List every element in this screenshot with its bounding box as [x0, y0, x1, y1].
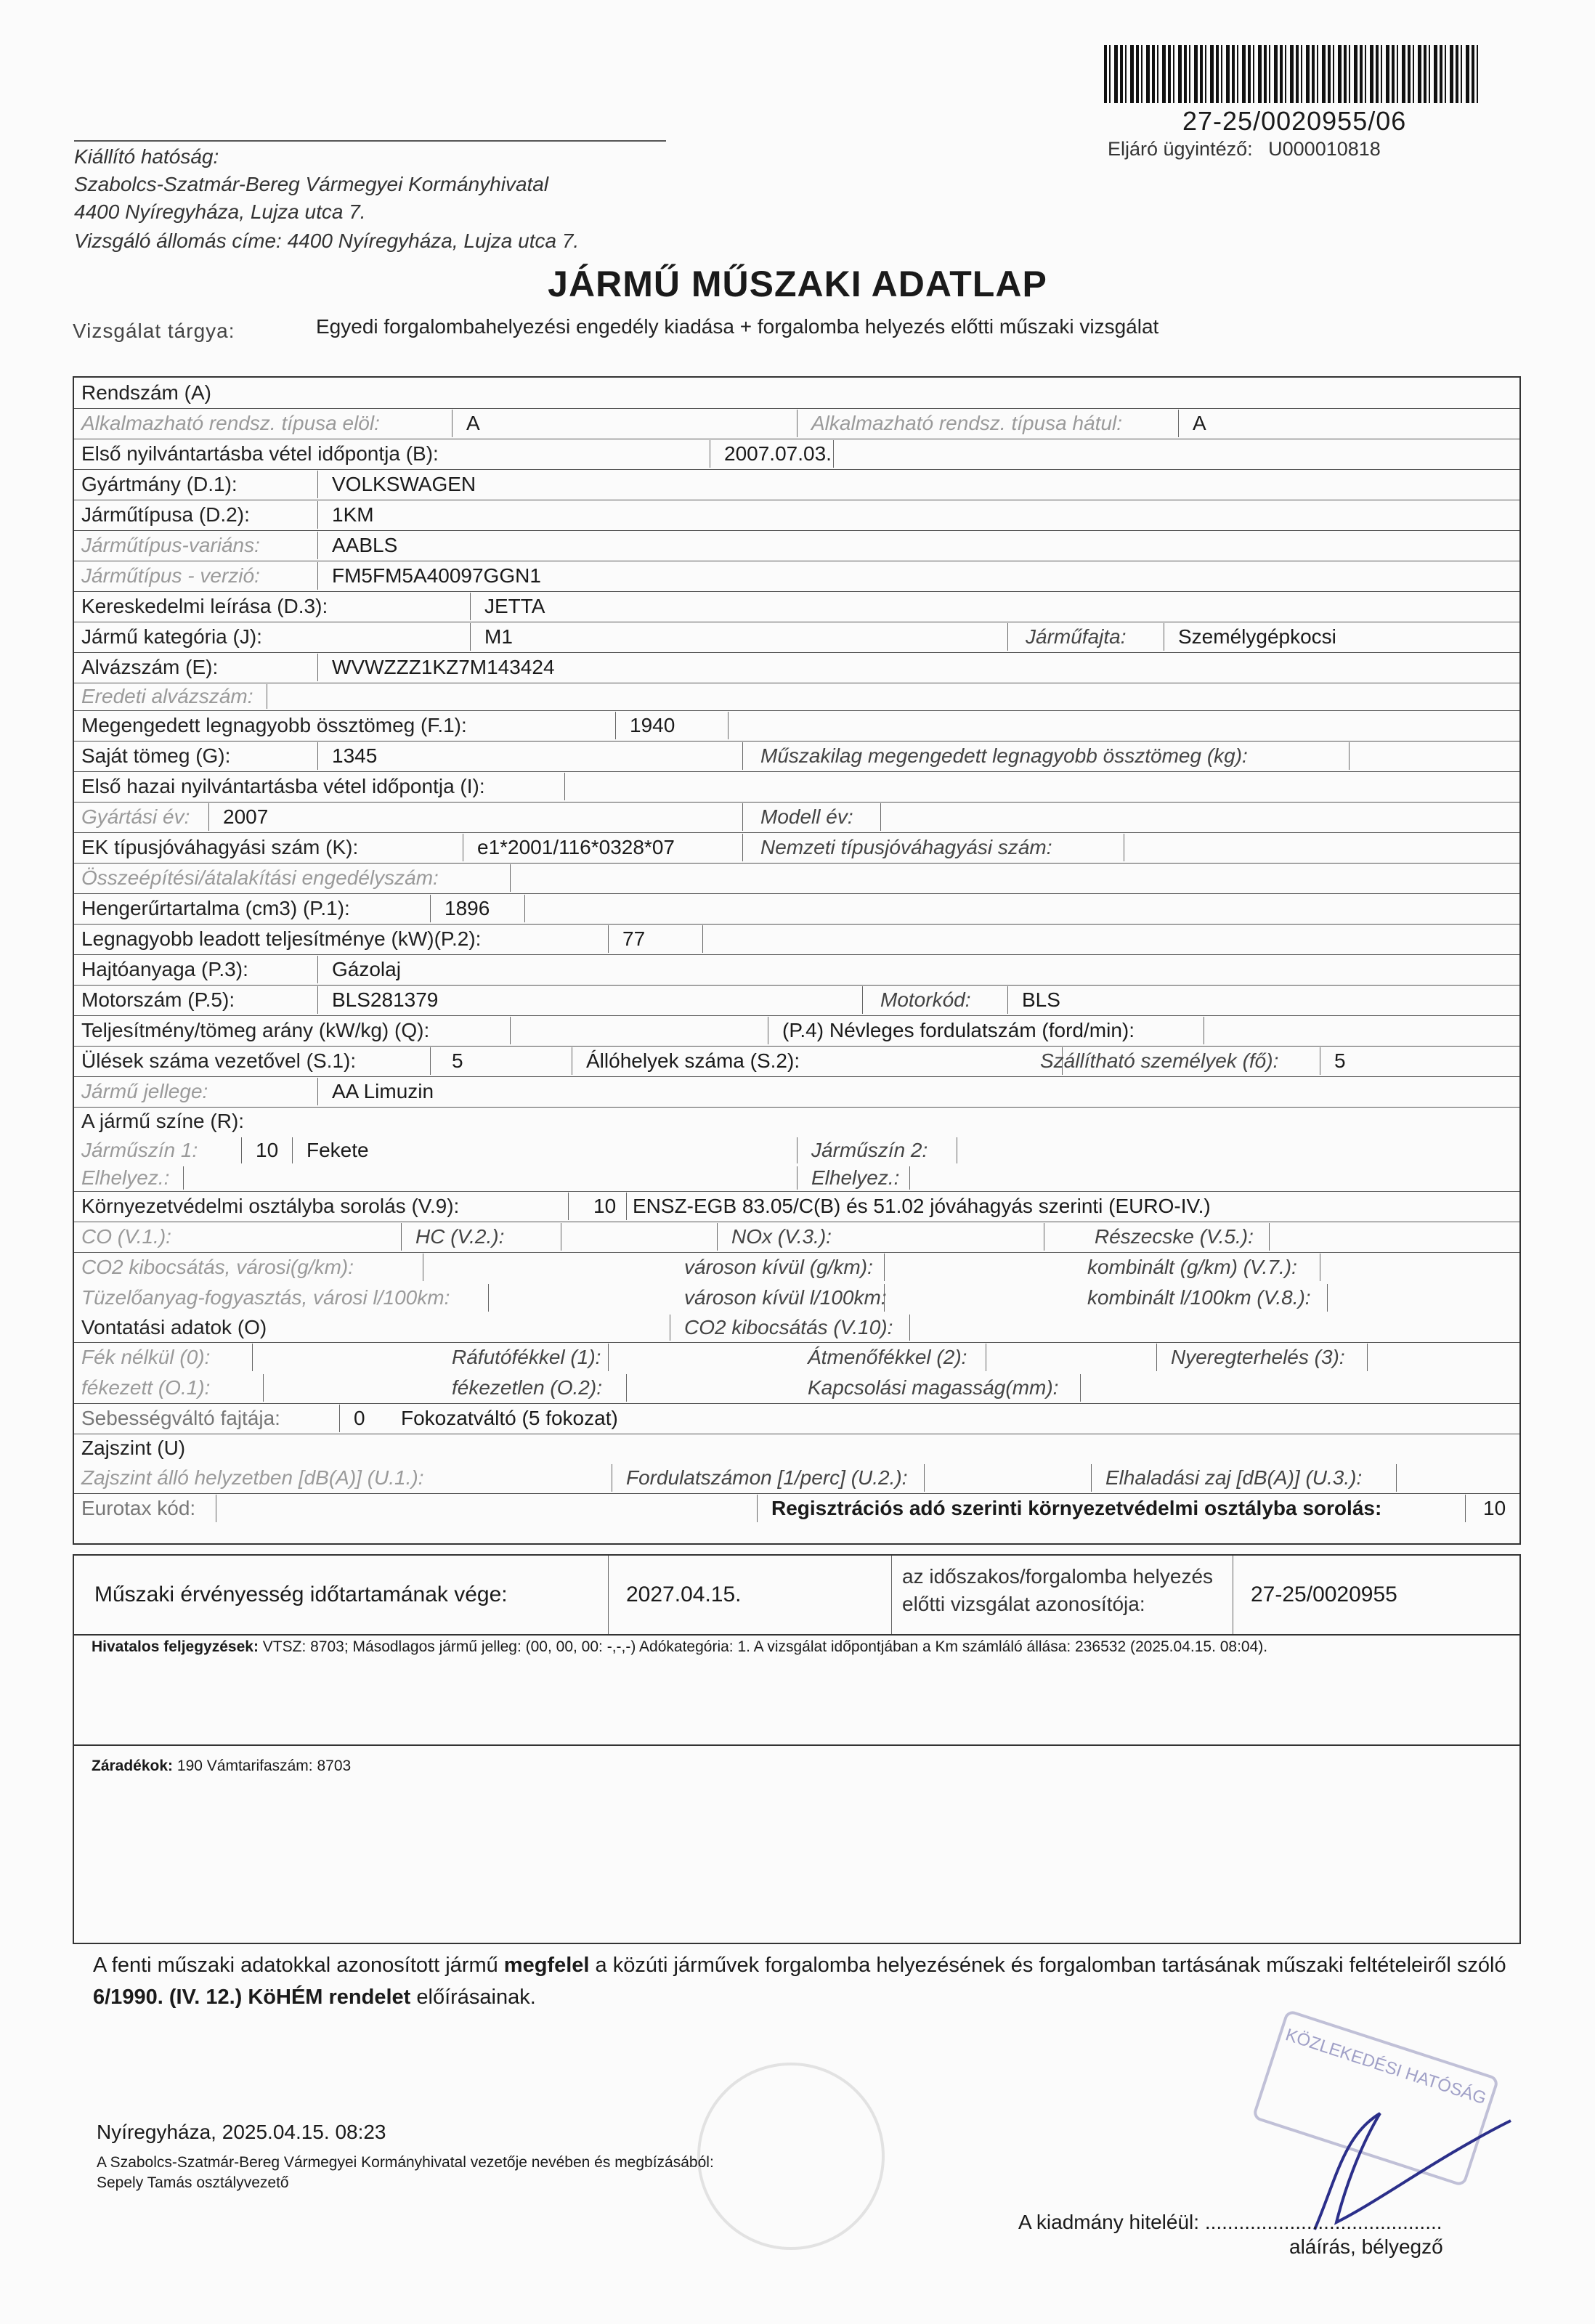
row-label: városon kívül l/100km:	[684, 1286, 887, 1309]
statement-text: előírásainak.	[410, 1986, 536, 2009]
authentication-line: A kiadmány hiteléül: ..........................................	[1018, 2211, 1442, 2233]
row-value: 10	[1483, 1497, 1506, 1519]
divider	[717, 1223, 718, 1251]
row-label: Környezetvédelmi osztályba sorolás (V.9):	[81, 1195, 460, 1217]
table-row	[74, 771, 1519, 803]
inspection-id-value: 27-25/0020955	[1251, 1582, 1397, 1606]
row-value: JETTA	[484, 595, 545, 617]
closing-notes	[92, 1758, 351, 1775]
station-address: 4400 Nyíregyháza, Lujza utca 7.	[287, 229, 580, 252]
authority-label: Kiállító hatóság:	[74, 145, 219, 168]
row-label: Első nyilvántartásba vétel időpontja (B):	[81, 442, 439, 465]
row-label: Ülések száma vezetővel (S.1):	[81, 1049, 357, 1072]
row-label: Regisztrációs adó szerinti környezetvédelmi osztályba sorolás:	[771, 1497, 1382, 1519]
row-label: Elhaladási zaj [dB(A)] (U.3.):	[1105, 1466, 1363, 1489]
row-value: 1896	[445, 897, 490, 919]
row-label: Hengerűrtartalma (cm3) (P.1):	[81, 897, 350, 919]
divider	[833, 440, 834, 468]
row-label: NOx (V.3.):	[731, 1225, 832, 1248]
document-number: 27-25/0020955/06	[1182, 106, 1407, 136]
table-row	[74, 683, 1519, 711]
row-label: Járműtípus - verzió:	[81, 564, 260, 587]
row-value: Személygépkocsi	[1178, 625, 1336, 648]
row-label: Teljesítmény/tömeg arány (kW/kg) (Q):	[81, 1019, 430, 1041]
row-value: 1345	[332, 744, 378, 767]
validity-value: 2027.04.15.	[626, 1582, 742, 1606]
table-row	[74, 1076, 1519, 1108]
closing-text: 190 Vámtarifaszám: 8703	[176, 1758, 352, 1774]
row-value: 5	[1334, 1049, 1346, 1072]
row-value: Fekete	[307, 1139, 369, 1161]
table-row	[74, 1434, 1519, 1463]
row-label: Zajszint (U)	[81, 1437, 186, 1459]
table-row	[74, 561, 1519, 592]
closing-box	[73, 1743, 1521, 1944]
inspection-id-label	[902, 1563, 1213, 1618]
divider	[884, 1284, 885, 1312]
row-label: CO2 kibocsátás, városi(g/km):	[81, 1256, 354, 1278]
table-row	[74, 1015, 1519, 1047]
statement-text: a közúti járművek forgalomba helyezésének és forgalomban tartásának műszaki feltételeiről szóló	[589, 1954, 1506, 1977]
signature-caption: aláírás, bélyegző	[1289, 2235, 1443, 2258]
row-value: 1940	[630, 714, 675, 736]
subject-label: Vizsgálat tárgya:	[73, 320, 235, 342]
divider	[924, 1464, 925, 1492]
row-value: AA Limuzin	[332, 1080, 434, 1102]
table-row	[74, 1107, 1519, 1136]
row-value: M1	[484, 625, 513, 648]
divider	[797, 1166, 798, 1190]
row-value: VOLKSWAGEN	[332, 473, 476, 495]
table-row	[74, 985, 1519, 1016]
row-label: Fordulatszámon [1/perc] (U.2.):	[626, 1466, 908, 1489]
row-label: Járműszín 2:	[811, 1139, 928, 1161]
table-row	[74, 439, 1519, 470]
row-label: Alkalmazható rendsz. típusa hátul:	[811, 412, 1123, 434]
row-label: Részecske (V.5.):	[1095, 1225, 1254, 1248]
row-label: Alkalmazható rendsz. típusa elöl:	[81, 412, 380, 434]
row-value: A	[1193, 412, 1206, 434]
official-notes-label: Hivatalos feljegyzések:	[92, 1638, 259, 1655]
row-label: városon kívül (g/km):	[684, 1256, 873, 1278]
table-row	[74, 954, 1519, 986]
table-row	[74, 1252, 1519, 1283]
table-row	[74, 591, 1519, 622]
row-label: Hajtóanyaga (P.3):	[81, 958, 248, 980]
row-label: CO (V.1.):	[81, 1225, 171, 1248]
statement-bold: 6/1990. (IV. 12.) KöHÉM rendelet	[93, 1986, 411, 2009]
authority-divider	[74, 140, 666, 142]
row-value: 10	[256, 1139, 279, 1161]
divider	[909, 1315, 910, 1341]
table-row	[74, 1403, 1519, 1434]
row-label: Gyártmány (D.1):	[81, 473, 238, 495]
row-value: 2007.07.03.	[724, 442, 832, 465]
statement-text: A fenti műszaki adatokkal azonosított jármű	[93, 1954, 504, 1977]
statement-bold: megfelel	[503, 1954, 590, 1977]
row-label: Járműfajta:	[1026, 625, 1127, 648]
table-row	[74, 802, 1519, 833]
row-label: Fék nélkül (0):	[81, 1346, 211, 1368]
row-value: AABLS	[332, 534, 398, 556]
table-row	[74, 469, 1519, 500]
divider	[241, 1137, 242, 1163]
validity-box	[73, 1554, 1521, 1746]
divider	[909, 1166, 910, 1190]
divider	[317, 1078, 318, 1105]
table-row	[74, 741, 1519, 772]
clerk-label: Eljáró ügyintéző:	[1108, 138, 1253, 160]
row-label: Elhelyez.:	[811, 1166, 900, 1189]
place-date: Nyíregyháza, 2025.04.15. 08:23	[97, 2121, 386, 2143]
inspection-id-label-line2: előtti vizsgálat azonosítója:	[902, 1593, 1145, 1615]
row-label: HC (V.2.):	[415, 1225, 505, 1248]
official-notes-text: VTSZ: 8703; Másodlagos jármű jelleg: (00, 00, 00: -,-,-) Adókategória: 1. A vizsgálat időpontjában a Km számláló állása: 236532 (2025.04.15. 08:04).	[262, 1638, 1268, 1655]
row-value: ENSZ-EGB 83.05/C(B) és 51.02 jóváhagyás szerinti (EURO-IV.)	[633, 1195, 1211, 1217]
row-label: (P.4) Névleges fordulatszám (ford/min):	[782, 1019, 1135, 1041]
divider	[263, 1374, 264, 1402]
row-label: Kapcsolási magasság(mm):	[808, 1376, 1059, 1399]
row-label: Eredeti alvázszám:	[81, 685, 253, 707]
signer-line-1: A Szabolcs-Szatmár-Bereg Vármegyei Kormányhivatal vezetője nevében és megbízásából:	[97, 2154, 714, 2171]
row-label: Modell év:	[760, 805, 853, 828]
row-label: fékezetlen (O.2):	[452, 1376, 602, 1399]
page-title: JÁRMŰ MŰSZAKI ADATLAP	[548, 264, 1047, 304]
divider	[1080, 1374, 1081, 1402]
table-row	[74, 1283, 1519, 1313]
row-label: Jármű kategória (J):	[81, 625, 262, 648]
divider	[1091, 1464, 1092, 1492]
divider	[317, 956, 318, 983]
compliance-statement	[93, 1949, 1517, 2013]
divider	[470, 593, 471, 620]
row-label: Vontatási adatok (O)	[81, 1316, 267, 1338]
barcode	[1104, 45, 1478, 103]
divider	[1465, 1495, 1466, 1522]
row-label: Zajszint álló helyzetben [dB(A)] (U.1.):	[81, 1466, 424, 1489]
table-row	[74, 924, 1519, 955]
divider	[510, 864, 511, 892]
row-label: Nyeregterhelés (3):	[1171, 1346, 1345, 1368]
row-value: A	[466, 412, 480, 434]
divider	[742, 834, 743, 861]
divider	[1156, 1344, 1157, 1371]
row-label: Eurotax kód:	[81, 1497, 196, 1519]
table-row	[74, 1046, 1519, 1077]
table-row	[74, 832, 1519, 864]
row-label: Összeépítési/átalakítási engedélyszám:	[81, 866, 439, 889]
row-value: 77	[622, 927, 646, 950]
official-notes	[92, 1630, 1267, 1656]
stamp-text: KÖZLEKEDÉSI HATÓSÁG	[1283, 2025, 1489, 2109]
row-label: Szállítható személyek (fő):	[1040, 1049, 1279, 1072]
row-label: Jármű jellege:	[81, 1080, 208, 1102]
divider	[880, 803, 881, 831]
row-label: Gyártási év:	[81, 805, 190, 828]
row-label: Sebességváltó fajtája:	[81, 1407, 280, 1429]
row-value: Gázolaj	[332, 958, 401, 980]
clerk-line	[1108, 138, 1381, 161]
divider	[564, 773, 565, 800]
row-label: Elhelyez.:	[81, 1166, 170, 1189]
row-label: A jármű színe (R):	[81, 1110, 245, 1132]
row-label: Tüzelőanyag-fogyasztás, városi l/100km:	[81, 1286, 450, 1309]
divider	[208, 803, 209, 831]
row-label: kombinált (g/km) (V.7.):	[1087, 1256, 1297, 1278]
divider	[1178, 410, 1179, 437]
divider	[1367, 1344, 1368, 1371]
table-row	[74, 1463, 1519, 1494]
divider	[292, 1137, 293, 1163]
row-value: 1KM	[332, 503, 374, 526]
row-label: Első hazai nyilvántartásba vétel időpontja (I):	[81, 775, 485, 797]
divider	[608, 925, 609, 953]
table-row	[74, 652, 1519, 683]
divider	[797, 1137, 798, 1163]
authority-address: 4400 Nyíregyháza, Lujza utca 7.	[74, 200, 366, 223]
station-address-line	[74, 229, 579, 253]
row-value: 10	[593, 1195, 617, 1217]
row-label: Legnagyobb leadott teljesítménye (kW)(P.2):	[81, 927, 482, 950]
row-label: Műszakilag megengedett legnagyobb össztömeg (kg):	[760, 744, 1248, 767]
row-value: FM5FM5A40097GGN1	[332, 564, 541, 587]
row-label: Járműtípusa (D.2):	[81, 503, 250, 526]
table-row	[74, 1313, 1519, 1343]
divider	[626, 1374, 627, 1402]
row-label: Motorszám (P.5):	[81, 988, 235, 1011]
divider	[608, 1344, 609, 1371]
divider	[317, 532, 318, 559]
divider	[626, 1193, 627, 1220]
divider	[317, 501, 318, 529]
divider	[1269, 1223, 1270, 1251]
row-label: Kereskedelmi leírása (D.3):	[81, 595, 328, 617]
divider	[339, 1405, 340, 1432]
divider	[891, 1556, 892, 1634]
row-label: EK típusjóváhagyási szám (K):	[81, 836, 359, 858]
divider	[742, 742, 743, 770]
table-row	[74, 1342, 1519, 1373]
table-row	[74, 622, 1519, 653]
row-label: Motorkód:	[880, 988, 971, 1011]
row-label: Átmenőfékkel (2):	[808, 1346, 967, 1368]
validity-label: Műszaki érvényesség időtartamának vége:	[94, 1582, 508, 1606]
divider	[430, 895, 431, 922]
clerk-id: U000010818	[1268, 138, 1381, 160]
row-value: e1*2001/116*0328*07	[477, 836, 675, 858]
row-value: WVWZZZ1KZ7M143424	[332, 656, 555, 678]
table-row	[74, 378, 1519, 409]
row-label: Járműszín 1:	[81, 1139, 198, 1161]
validity-row	[74, 1556, 1519, 1636]
row-label: kombinált l/100km (V.8.):	[1087, 1286, 1311, 1309]
row-value: BLS	[1022, 988, 1060, 1011]
row-label: Rendszám (A)	[81, 381, 211, 404]
divider	[797, 410, 798, 437]
divider	[488, 1284, 489, 1312]
divider	[757, 1495, 758, 1522]
divider	[1007, 986, 1008, 1014]
row-label: CO2 kibocsátás (V.10):	[684, 1316, 893, 1338]
table-row	[74, 530, 1519, 561]
row-label: Járműtípus-variáns:	[81, 534, 260, 556]
divider	[1327, 1284, 1328, 1312]
table-row	[74, 500, 1519, 531]
signer-line-2: Sepely Tamás osztályvezető	[97, 2174, 289, 2191]
station-label: Vizsgáló állomás címe:	[74, 229, 282, 252]
subject-text: Egyedi forgalombahelyezési engedély kiadása + forgalomba helyezés előtti műszaki vizsgálat	[316, 315, 1159, 338]
row-value: BLS281379	[332, 988, 439, 1011]
divider	[1007, 623, 1008, 651]
closing-label: Záradékok:	[92, 1758, 174, 1774]
table-row	[74, 408, 1519, 439]
table-row	[74, 1136, 1519, 1165]
divider	[702, 925, 703, 953]
divider	[884, 1254, 885, 1281]
vehicle-data-table	[73, 376, 1521, 1545]
row-label: Megengedett legnagyobb össztömeg (F.1):	[81, 714, 467, 736]
divider	[510, 1017, 511, 1044]
divider	[742, 803, 743, 831]
divider	[862, 986, 863, 1014]
table-row	[74, 1493, 1519, 1524]
table-row	[74, 1191, 1519, 1222]
row-value: 0	[354, 1407, 365, 1429]
authority-name: Szabolcs-Szatmár-Bereg Vármegyei Kormányhivatal	[74, 173, 549, 195]
divider	[401, 1223, 402, 1251]
row-label: Saját tömeg (G):	[81, 744, 231, 767]
table-row	[74, 710, 1519, 742]
divider	[317, 742, 318, 770]
row-label: Ráfutófékkel (1):	[452, 1346, 601, 1368]
divider	[430, 1047, 431, 1075]
divider	[1349, 742, 1350, 770]
table-row	[74, 1165, 1519, 1192]
table-row	[74, 1373, 1519, 1404]
row-value: 5	[452, 1049, 463, 1072]
divider	[470, 623, 471, 651]
row-label: Alvázszám (E):	[81, 656, 219, 678]
divider	[524, 895, 525, 922]
divider	[317, 986, 318, 1014]
divider	[608, 1556, 609, 1634]
divider	[317, 654, 318, 681]
row-value: 2007	[223, 805, 269, 828]
divider	[252, 1344, 253, 1371]
divider	[615, 712, 616, 739]
divider	[1396, 1464, 1397, 1492]
table-row	[74, 1222, 1519, 1253]
divider	[568, 1193, 569, 1220]
row-value: Fokozatváltó (5 fokozat)	[401, 1407, 618, 1429]
divider	[183, 1166, 184, 1190]
row-label: fékezett (O.1):	[81, 1376, 211, 1399]
divider	[317, 562, 318, 590]
row-label: Nemzeti típusjóváhagyási szám:	[760, 836, 1052, 858]
table-row	[74, 893, 1519, 925]
table-row	[74, 863, 1519, 894]
official-seal	[697, 2063, 885, 2250]
row-label: Állóhelyek száma (S.2):	[586, 1049, 800, 1072]
inspection-id-label-line1: az időszakos/forgalomba helyezés	[902, 1565, 1214, 1588]
divider	[317, 471, 318, 498]
